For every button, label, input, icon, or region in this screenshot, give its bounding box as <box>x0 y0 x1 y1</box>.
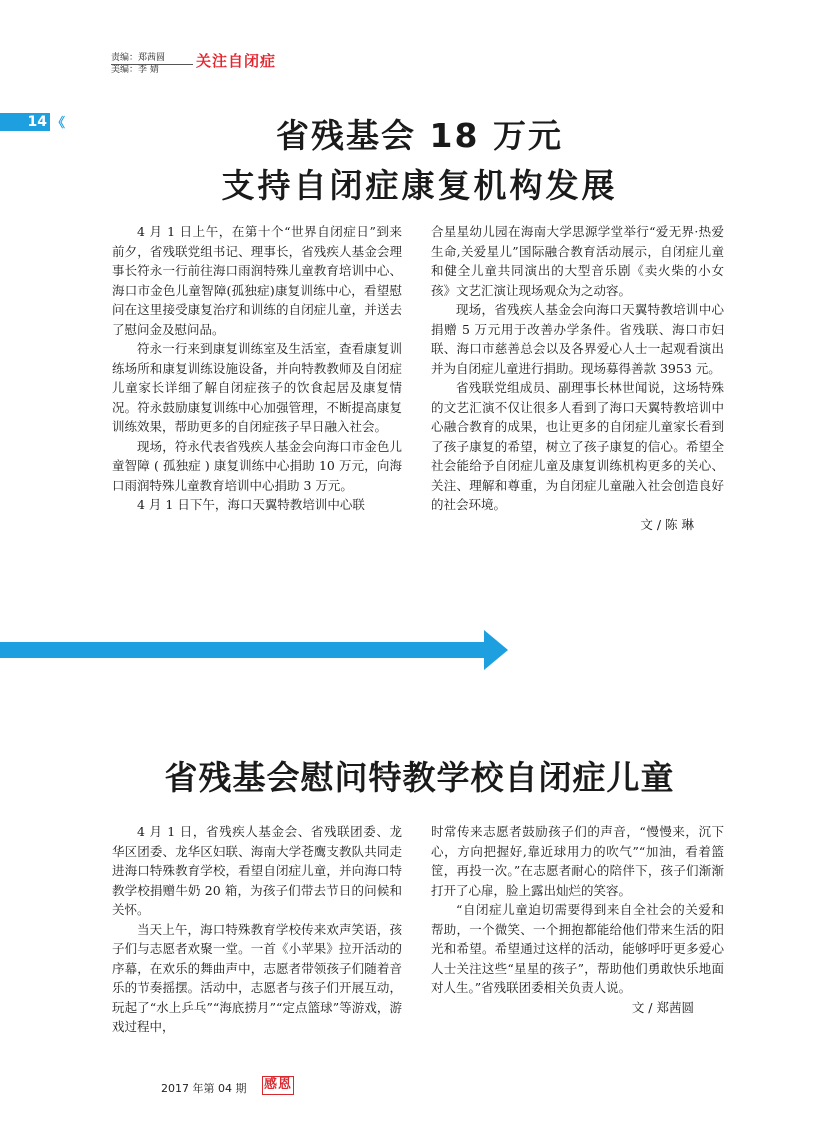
article2-paragraph: “自闭症儿童迫切需要得到来自全社会的关爱和帮助，一个微笑、一个拥抱都能给他们带来生活的阳光和希望。希望通过这样的活动，能够呼吁更多爱心人士关注这些“星星的孩子”，帮助他们勇敢快乐地面对人生。”省残联团委相关负责人说。 <box>431 902 724 995</box>
article1-right-column <box>431 222 724 534</box>
editor-line: 责编：郑茜圆 <box>111 53 166 63</box>
article2-right-column <box>431 822 724 1017</box>
header-rule <box>111 64 193 65</box>
article1-paragraph: 4 月 1 日下午，海口天翼特教培训中心联 <box>137 497 365 512</box>
article2-paragraph: 4 月 1 日，省残疾人基金会、省残联团委、龙华区团委、龙华区妇联、海南大学苍鹰支教队共同走进海口特殊教育学校，看望自闭症儿童，并向海口特教学校捐赠牛奶 20 箱，为孩子们带去节日的问候和关怀。 <box>112 824 402 917</box>
section-title: 关注自闭症 <box>196 52 277 70</box>
page-number: 14 <box>27 114 47 130</box>
section-divider-arrow <box>0 630 520 670</box>
article2-title: 省残基会慰问特教学校自闭症儿童 <box>164 758 675 797</box>
magazine-logo: 感恩 <box>262 1076 294 1095</box>
article1-continuation: 合星星幼儿园在海南大学思源学堂举行“爱无界·热爱生命,关爱星儿”国际融合教育活动展示，自闭症儿童和健全儿童共同演出的大型音乐剧《卖火柴的小女孩》文艺汇演让现场观众为之动容。 <box>431 224 724 298</box>
issue-number: 2017 年第 04 期 <box>161 1082 247 1095</box>
article1-paragraph: 现场，省残疾人基金会向海口天翼特教培训中心捐赠 5 万元用于改善办学条件。省残联、海口市妇联、海口市慈善总会以及各界爱心人士一起观看演出并为自闭症儿童进行捐助。现场募得善款 3953 元。 <box>431 302 724 376</box>
article1-byline: 文 / 陈 琳 <box>640 516 694 532</box>
article2-left-column <box>112 822 402 1037</box>
page-chevron: 《 <box>52 116 66 131</box>
article1-paragraph: 4 月 1 日上午，在第十个“世界自闭症日”到来前夕，省残联党组书记、理事长，省残疾人基金会理事长符永一行前往海口雨润特殊儿童教育培训中心、海口市金色儿童智障(孤独症)康复训练中心，看望慰问在这里接受康复治疗和训练的自闭症儿童，并送去了慰问金及慰问品。 <box>112 224 402 337</box>
article2-continuation: 时常传来志愿者鼓励孩子们的声音，“慢慢来，沉下心，方向把握好,靠近球用力的吹气”“加油，看着篮筐，再投一次。”在志愿者耐心的陪伴下，孩子们渐渐打开了心扉，脸上露出灿烂的笑容。 <box>431 824 724 898</box>
article2-paragraph: 当天上午，海口特殊教育学校传来欢声笑语，孩子们与志愿者欢聚一堂。一首《小苹果》拉开活动的序幕，在欢乐的舞曲声中，志愿者带领孩子们随着音乐的节奏摇摆。活动中，志愿者与孩子们开展互动，玩起了“水上乒乓”“海底捞月”“定点篮球”等游戏，游戏过程中， <box>112 921 402 1034</box>
article1-title-line1: 省残基会 18 万元 <box>276 116 563 155</box>
article2-byline: 文 / 郑茜圆 <box>631 999 694 1015</box>
article1-title-line2: 支持自闭症康复机构发展 <box>221 166 618 205</box>
article1-paragraph: 符永一行来到康复训练室及生活室，查看康复训练场所和康复训练设施设备，并向特教教师及自闭症儿童家长详细了解自闭症孩子的饮食起居及康复情况。符永鼓励康复训练中心加强管理，不断提高康复训练效果，帮助更多的自闭症孩子早日融入社会。 <box>112 341 402 434</box>
designer-line: 美编：李 婧 <box>111 65 159 75</box>
article1-paragraph: 省残联党组成员、副理事长林世闻说，这场特殊的文艺汇演不仅让很多人看到了海口天翼特教培训中心融合教育的成果，也让更多的自闭症儿童家长看到了孩子康复的希望，树立了孩子康复的信心。希望全社会能给予自闭症儿童及康复训练机构更多的关心、关注、理解和尊重，为自闭症儿童融入社会创造良好的社会环境。 <box>431 380 724 512</box>
article1-paragraph: 现场，符永代表省残疾人基金会向海口市金色儿童智障 ( 孤独症 ) 康复训练中心捐助 10 万元，向海口雨润特殊儿童教育培训中心捐助 3 万元。 <box>112 438 402 493</box>
article1-left-column <box>112 222 402 515</box>
